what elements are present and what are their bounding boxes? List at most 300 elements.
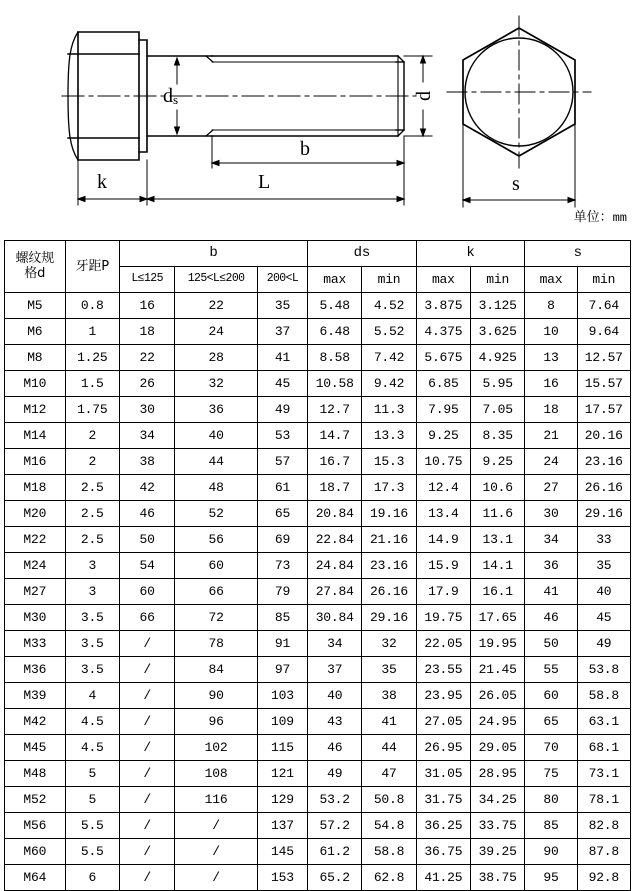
table-row — [5, 579, 631, 605]
label-d: d — [413, 91, 435, 101]
cell-ds-max: 6.48 — [308, 319, 362, 345]
cell-b-125to200: 44 — [175, 449, 258, 475]
cell-s-min: 33 — [577, 527, 630, 553]
cell-s-min: 9.64 — [577, 319, 630, 345]
cell-b-125to200: 22 — [175, 293, 258, 319]
cell-thread-spec: M45 — [5, 735, 66, 761]
cell-b-le125: / — [119, 761, 174, 787]
cell-s-min: 58.8 — [577, 683, 630, 709]
header-thread-spec: 螺纹规 格d — [5, 241, 66, 293]
cell-k-min: 14.1 — [471, 553, 525, 579]
cell-thread-spec: M10 — [5, 371, 66, 397]
cell-ds-min: 7.42 — [362, 345, 416, 371]
table-row — [5, 371, 631, 397]
cell-thread-spec: M60 — [5, 839, 66, 865]
cell-thread-spec: M24 — [5, 553, 66, 579]
cell-s-max: 60 — [525, 683, 577, 709]
unit-label: 单位： — [573, 209, 613, 224]
cell-s-max: 65 — [525, 709, 577, 735]
cell-pitch: 2 — [65, 423, 119, 449]
cell-ds-min: 50.8 — [362, 787, 416, 813]
cell-s-max: 50 — [525, 631, 577, 657]
cell-b-le125: 66 — [119, 605, 174, 631]
cell-pitch: 6 — [65, 865, 119, 891]
cell-ds-max: 27.84 — [308, 579, 362, 605]
cell-b-gt200: 145 — [257, 839, 307, 865]
cell-ds-min: 23.16 — [362, 553, 416, 579]
cell-pitch: 3 — [65, 579, 119, 605]
cell-ds-min: 17.3 — [362, 475, 416, 501]
cell-b-gt200: 137 — [257, 813, 307, 839]
cell-b-gt200: 41 — [257, 345, 307, 371]
cell-thread-spec: M33 — [5, 631, 66, 657]
cell-pitch: 4.5 — [65, 735, 119, 761]
cell-b-gt200: 91 — [257, 631, 307, 657]
cell-k-max: 23.55 — [416, 657, 470, 683]
cell-thread-spec: M14 — [5, 423, 66, 449]
cell-b-le125: 42 — [119, 475, 174, 501]
cell-k-min: 38.75 — [471, 865, 525, 891]
table-row — [5, 293, 631, 319]
cell-ds-min: 19.16 — [362, 501, 416, 527]
cell-ds-min: 47 — [362, 761, 416, 787]
cell-s-max: 95 — [525, 865, 577, 891]
cell-ds-max: 18.7 — [308, 475, 362, 501]
cell-b-gt200: 97 — [257, 657, 307, 683]
cell-b-125to200: 72 — [175, 605, 258, 631]
cell-pitch: 4 — [65, 683, 119, 709]
cell-pitch: 2.5 — [65, 475, 119, 501]
label-s: s — [512, 173, 520, 195]
cell-ds-min: 26.16 — [362, 579, 416, 605]
cell-pitch: 3.5 — [65, 631, 119, 657]
cell-s-max: 27 — [525, 475, 577, 501]
cell-b-le125: / — [119, 683, 174, 709]
table-row — [5, 527, 631, 553]
table-row — [5, 735, 631, 761]
cell-pitch: 2.5 — [65, 501, 119, 527]
cell-k-min: 3.625 — [471, 319, 525, 345]
cell-ds-min: 29.16 — [362, 605, 416, 631]
label-k: k — [97, 171, 107, 193]
cell-pitch: 3.5 — [65, 657, 119, 683]
cell-b-le125: / — [119, 709, 174, 735]
cell-thread-spec: M8 — [5, 345, 66, 371]
cell-pitch: 0.8 — [65, 293, 119, 319]
cell-k-max: 9.25 — [416, 423, 470, 449]
cell-b-gt200: 53 — [257, 423, 307, 449]
cell-k-min: 21.45 — [471, 657, 525, 683]
cell-b-125to200: 40 — [175, 423, 258, 449]
cell-b-125to200: 116 — [175, 787, 258, 813]
cell-thread-spec: M5 — [5, 293, 66, 319]
cell-b-le125: / — [119, 865, 174, 891]
cell-k-max: 31.75 — [416, 787, 470, 813]
table-row — [5, 839, 631, 865]
cell-s-max: 70 — [525, 735, 577, 761]
cell-b-125to200: 28 — [175, 345, 258, 371]
table-row — [5, 553, 631, 579]
cell-ds-min: 21.16 — [362, 527, 416, 553]
cell-s-max: 75 — [525, 761, 577, 787]
cell-thread-spec: M39 — [5, 683, 66, 709]
header-group-s: s — [525, 241, 631, 267]
table-row — [5, 397, 631, 423]
cell-pitch: 1 — [65, 319, 119, 345]
cell-ds-max: 14.7 — [308, 423, 362, 449]
cell-k-min: 5.95 — [471, 371, 525, 397]
cell-ds-max: 5.48 — [308, 293, 362, 319]
cell-b-gt200: 153 — [257, 865, 307, 891]
cell-b-gt200: 73 — [257, 553, 307, 579]
cell-k-max: 31.05 — [416, 761, 470, 787]
table-row — [5, 475, 631, 501]
cell-k-min: 17.65 — [471, 605, 525, 631]
cell-ds-min: 44 — [362, 735, 416, 761]
cell-s-min: 68.1 — [577, 735, 630, 761]
table-row — [5, 709, 631, 735]
cell-pitch: 1.5 — [65, 371, 119, 397]
cell-s-min: 78.1 — [577, 787, 630, 813]
cell-k-max: 12.4 — [416, 475, 470, 501]
cell-k-min: 19.95 — [471, 631, 525, 657]
cell-k-max: 23.95 — [416, 683, 470, 709]
table-row — [5, 319, 631, 345]
cell-ds-max: 16.7 — [308, 449, 362, 475]
cell-thread-spec: M12 — [5, 397, 66, 423]
cell-ds-min: 54.8 — [362, 813, 416, 839]
table-row — [5, 813, 631, 839]
cell-b-gt200: 45 — [257, 371, 307, 397]
cell-s-min: 12.57 — [577, 345, 630, 371]
cell-k-min: 9.25 — [471, 449, 525, 475]
cell-b-gt200: 57 — [257, 449, 307, 475]
cell-b-le125: / — [119, 735, 174, 761]
unit-value: mm — [612, 211, 627, 225]
cell-b-125to200: 78 — [175, 631, 258, 657]
cell-b-gt200: 65 — [257, 501, 307, 527]
cell-k-max: 3.875 — [416, 293, 470, 319]
cell-ds-min: 32 — [362, 631, 416, 657]
cell-thread-spec: M64 — [5, 865, 66, 891]
table-head — [5, 241, 631, 293]
cell-k-min: 4.925 — [471, 345, 525, 371]
cell-b-gt200: 61 — [257, 475, 307, 501]
cell-b-gt200: 103 — [257, 683, 307, 709]
table-row — [5, 787, 631, 813]
cell-k-max: 5.675 — [416, 345, 470, 371]
cell-k-max: 41.25 — [416, 865, 470, 891]
cell-ds-max: 57.2 — [308, 813, 362, 839]
label-ds: ds — [163, 85, 179, 107]
cell-thread-spec: M20 — [5, 501, 66, 527]
cell-k-max: 27.05 — [416, 709, 470, 735]
cell-k-max: 17.9 — [416, 579, 470, 605]
technical-drawing — [0, 0, 635, 232]
cell-pitch: 2.5 — [65, 527, 119, 553]
cell-b-125to200: 96 — [175, 709, 258, 735]
cell-s-min: 15.57 — [577, 371, 630, 397]
cell-pitch: 5 — [65, 761, 119, 787]
cell-k-min: 11.6 — [471, 501, 525, 527]
center-lines-end-view — [447, 16, 591, 168]
cell-b-le125: / — [119, 813, 174, 839]
cell-ds-max: 20.84 — [308, 501, 362, 527]
cell-b-gt200: 109 — [257, 709, 307, 735]
cell-b-gt200: 115 — [257, 735, 307, 761]
cell-k-max: 36.25 — [416, 813, 470, 839]
header-ds-min: min — [362, 267, 416, 293]
cell-b-125to200: 90 — [175, 683, 258, 709]
cell-b-gt200: 37 — [257, 319, 307, 345]
cell-k-max: 36.75 — [416, 839, 470, 865]
cell-k-min: 26.05 — [471, 683, 525, 709]
cell-b-125to200: 32 — [175, 371, 258, 397]
header-group-k: k — [416, 241, 525, 267]
specification-table-container — [4, 240, 631, 891]
label-L: L — [258, 171, 271, 193]
dimension-L — [147, 160, 404, 205]
cell-thread-spec: M48 — [5, 761, 66, 787]
cell-ds-min: 38 — [362, 683, 416, 709]
unit-note — [574, 206, 627, 225]
cell-ds-min: 15.3 — [362, 449, 416, 475]
header-k-max: max — [416, 267, 470, 293]
cell-ds-min: 58.8 — [362, 839, 416, 865]
cell-ds-max: 8.58 — [308, 345, 362, 371]
table-header-row-1 — [5, 241, 631, 267]
cell-s-max: 24 — [525, 449, 577, 475]
cell-ds-max: 37 — [308, 657, 362, 683]
header-b-range-1: L≤125 — [119, 267, 174, 293]
cell-thread-spec: M16 — [5, 449, 66, 475]
dimension-k — [78, 160, 147, 205]
cell-s-max: 18 — [525, 397, 577, 423]
header-k-min: min — [471, 267, 525, 293]
header-s-max: max — [525, 267, 577, 293]
cell-ds-min: 35 — [362, 657, 416, 683]
cell-ds-max: 53.2 — [308, 787, 362, 813]
header-group-ds: ds — [308, 241, 417, 267]
cell-b-gt200: 129 — [257, 787, 307, 813]
cell-s-min: 92.8 — [577, 865, 630, 891]
cell-ds-max: 49 — [308, 761, 362, 787]
cell-b-le125: 26 — [119, 371, 174, 397]
cell-b-125to200: 66 — [175, 579, 258, 605]
cell-thread-spec: M6 — [5, 319, 66, 345]
cell-s-min: 82.8 — [577, 813, 630, 839]
cell-k-max: 10.75 — [416, 449, 470, 475]
cell-k-min: 3.125 — [471, 293, 525, 319]
cell-s-min: 7.64 — [577, 293, 630, 319]
cell-k-min: 7.05 — [471, 397, 525, 423]
cell-ds-max: 65.2 — [308, 865, 362, 891]
cell-ds-min: 5.52 — [362, 319, 416, 345]
cell-ds-max: 43 — [308, 709, 362, 735]
table-row — [5, 449, 631, 475]
cell-k-min: 13.1 — [471, 527, 525, 553]
cell-s-max: 80 — [525, 787, 577, 813]
header-group-b: b — [119, 241, 307, 267]
cell-s-min: 29.16 — [577, 501, 630, 527]
cell-s-max: 16 — [525, 371, 577, 397]
cell-ds-max: 61.2 — [308, 839, 362, 865]
cell-ds-max: 40 — [308, 683, 362, 709]
table-row — [5, 631, 631, 657]
cell-ds-max: 34 — [308, 631, 362, 657]
table-row — [5, 657, 631, 683]
cell-ds-min: 13.3 — [362, 423, 416, 449]
cell-thread-spec: M27 — [5, 579, 66, 605]
table-row — [5, 761, 631, 787]
cell-b-le125: 18 — [119, 319, 174, 345]
cell-s-max: 21 — [525, 423, 577, 449]
cell-b-le125: 60 — [119, 579, 174, 605]
cell-pitch: 5 — [65, 787, 119, 813]
cell-k-min: 8.35 — [471, 423, 525, 449]
cell-s-min: 35 — [577, 553, 630, 579]
cell-b-125to200: / — [175, 813, 258, 839]
cell-k-max: 13.4 — [416, 501, 470, 527]
cell-b-125to200: / — [175, 839, 258, 865]
cell-s-min: 49 — [577, 631, 630, 657]
cell-b-le125: 34 — [119, 423, 174, 449]
cell-s-max: 36 — [525, 553, 577, 579]
table-row — [5, 345, 631, 371]
cell-s-max: 30 — [525, 501, 577, 527]
cell-pitch: 2 — [65, 449, 119, 475]
cell-b-gt200: 49 — [257, 397, 307, 423]
cell-s-max: 34 — [525, 527, 577, 553]
cell-b-le125: 50 — [119, 527, 174, 553]
cell-s-min: 23.16 — [577, 449, 630, 475]
cell-thread-spec: M56 — [5, 813, 66, 839]
cell-k-min: 10.6 — [471, 475, 525, 501]
cell-s-min: 26.16 — [577, 475, 630, 501]
cell-s-min: 17.57 — [577, 397, 630, 423]
label-b: b — [300, 138, 310, 160]
cell-ds-max: 30.84 — [308, 605, 362, 631]
table-row — [5, 683, 631, 709]
cell-pitch: 4.5 — [65, 709, 119, 735]
cell-s-min: 20.16 — [577, 423, 630, 449]
cell-k-max: 7.95 — [416, 397, 470, 423]
cell-ds-max: 12.7 — [308, 397, 362, 423]
cell-s-min: 73.1 — [577, 761, 630, 787]
cell-ds-max: 22.84 — [308, 527, 362, 553]
cell-s-max: 10 — [525, 319, 577, 345]
cell-thread-spec: M30 — [5, 605, 66, 631]
cell-ds-min: 9.42 — [362, 371, 416, 397]
cell-b-125to200: 24 — [175, 319, 258, 345]
table-body — [5, 293, 631, 891]
cell-thread-spec: M42 — [5, 709, 66, 735]
cell-s-min: 63.1 — [577, 709, 630, 735]
cell-s-max: 90 — [525, 839, 577, 865]
cell-pitch: 5.5 — [65, 839, 119, 865]
cell-s-max: 8 — [525, 293, 577, 319]
cell-ds-min: 62.8 — [362, 865, 416, 891]
cell-b-le125: 38 — [119, 449, 174, 475]
cell-ds-max: 10.58 — [308, 371, 362, 397]
cell-k-min: 39.25 — [471, 839, 525, 865]
cell-k-max: 14.9 — [416, 527, 470, 553]
cell-s-max: 41 — [525, 579, 577, 605]
cell-ds-max: 46 — [308, 735, 362, 761]
cell-pitch: 1.25 — [65, 345, 119, 371]
cell-b-125to200: 52 — [175, 501, 258, 527]
cell-b-gt200: 121 — [257, 761, 307, 787]
cell-k-min: 24.95 — [471, 709, 525, 735]
cell-b-le125: / — [119, 787, 174, 813]
cell-b-le125: / — [119, 631, 174, 657]
table-row — [5, 423, 631, 449]
header-s-min: min — [577, 267, 630, 293]
cell-s-min: 45 — [577, 605, 630, 631]
cell-k-max: 6.85 — [416, 371, 470, 397]
bolt-drawing-svg — [0, 0, 635, 232]
cell-ds-max: 24.84 — [308, 553, 362, 579]
cell-thread-spec: M18 — [5, 475, 66, 501]
cell-b-125to200: 60 — [175, 553, 258, 579]
cell-b-125to200: 108 — [175, 761, 258, 787]
cell-pitch: 5.5 — [65, 813, 119, 839]
cell-s-min: 87.8 — [577, 839, 630, 865]
header-pitch: 牙距P — [65, 241, 119, 293]
cell-b-le125: 22 — [119, 345, 174, 371]
cell-s-min: 53.8 — [577, 657, 630, 683]
cell-b-gt200: 79 — [257, 579, 307, 605]
table-row — [5, 501, 631, 527]
cell-b-125to200: 84 — [175, 657, 258, 683]
table-row — [5, 865, 631, 891]
header-ds-max: max — [308, 267, 362, 293]
cell-s-min: 40 — [577, 579, 630, 605]
cell-ds-min: 41 — [362, 709, 416, 735]
cell-b-125to200: 36 — [175, 397, 258, 423]
header-b-range-2: 125<L≤200 — [175, 267, 258, 293]
cell-b-125to200: 48 — [175, 475, 258, 501]
cell-k-max: 22.05 — [416, 631, 470, 657]
bolt-specification-table — [4, 240, 631, 891]
cell-pitch: 3.5 — [65, 605, 119, 631]
cell-s-max: 46 — [525, 605, 577, 631]
header-b-range-3: 200<L — [257, 267, 307, 293]
cell-b-125to200: 102 — [175, 735, 258, 761]
cell-s-max: 55 — [525, 657, 577, 683]
cell-k-min: 34.25 — [471, 787, 525, 813]
cell-k-max: 26.95 — [416, 735, 470, 761]
cell-s-max: 13 — [525, 345, 577, 371]
cell-b-le125: 46 — [119, 501, 174, 527]
cell-pitch: 3 — [65, 553, 119, 579]
cell-b-gt200: 85 — [257, 605, 307, 631]
cell-k-min: 16.1 — [471, 579, 525, 605]
cell-k-min: 28.95 — [471, 761, 525, 787]
cell-k-min: 29.05 — [471, 735, 525, 761]
cell-b-gt200: 69 — [257, 527, 307, 553]
cell-b-le125: / — [119, 839, 174, 865]
cell-b-125to200: / — [175, 865, 258, 891]
cell-b-le125: 16 — [119, 293, 174, 319]
cell-k-max: 4.375 — [416, 319, 470, 345]
cell-k-min: 33.75 — [471, 813, 525, 839]
cell-thread-spec: M36 — [5, 657, 66, 683]
cell-pitch: 1.75 — [65, 397, 119, 423]
cell-b-le125: / — [119, 657, 174, 683]
cell-thread-spec: M52 — [5, 787, 66, 813]
cell-k-max: 15.9 — [416, 553, 470, 579]
